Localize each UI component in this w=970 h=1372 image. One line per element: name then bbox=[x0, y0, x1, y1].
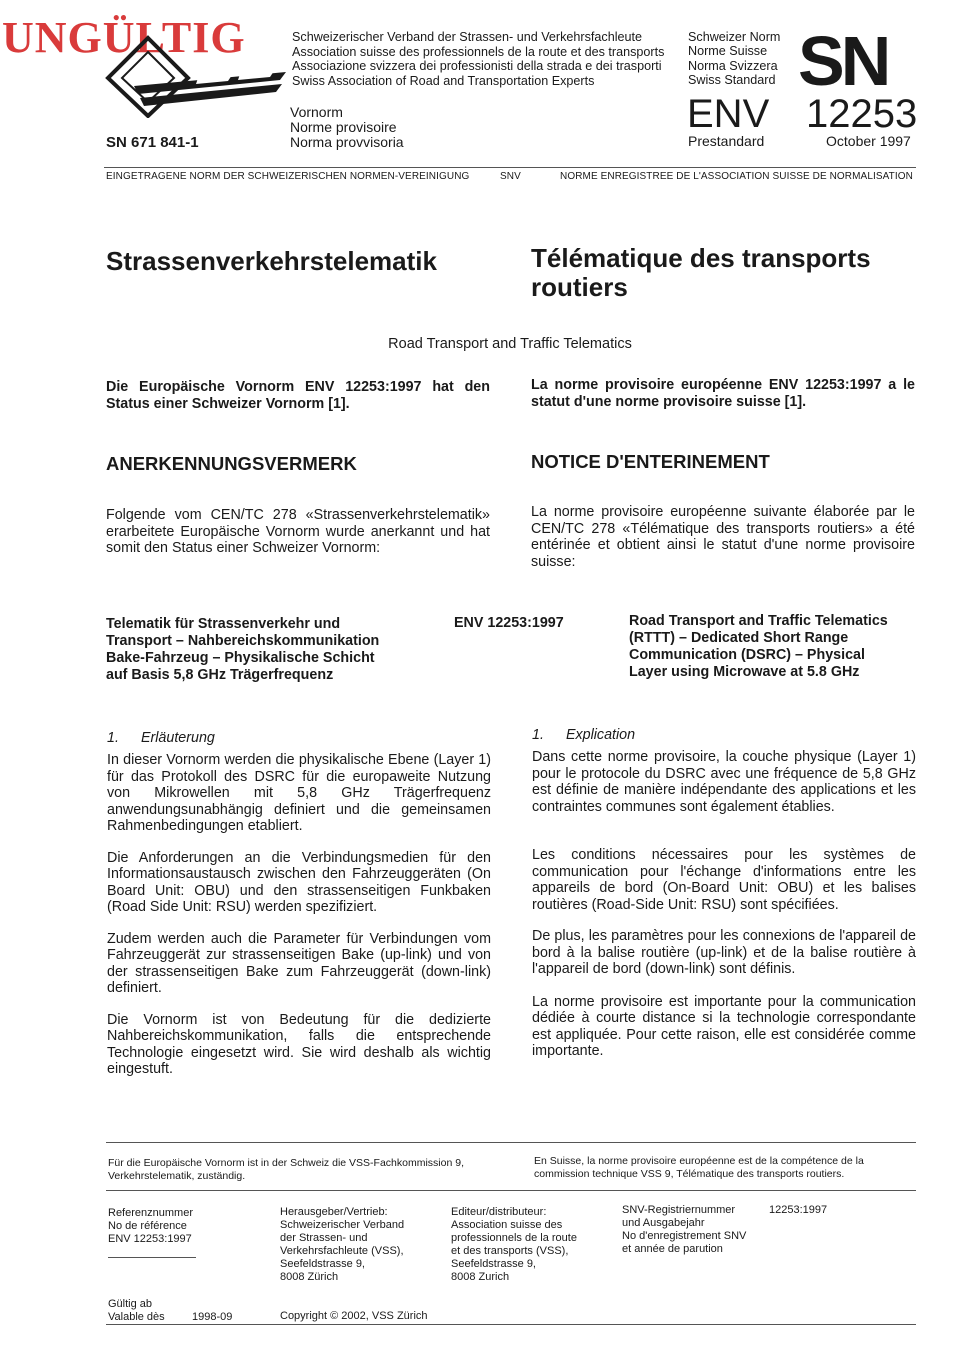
section-de-paragraph: Die Anforderungen an die Verbindungsmedien für den Informationsaustausch zwischen den Fahrzeuggeräten (On Board Unit: OBU) und den strassenseitigen Funkbaken (Road Side Unit: RSU) werden spezifiziert. bbox=[107, 849, 491, 915]
section-de-paragraph: Die Vornorm ist von Bedeutung für die dedizierte Nahbereichskommunikation, falls die entsprechende Technologie eingesetzt wird. Sie wird deshalb als wichtig eingestuft. bbox=[107, 1011, 491, 1077]
association-it: Associazione svizzera dei professionisti della strada e dei trasporti bbox=[292, 59, 662, 73]
norm-date: October 1997 bbox=[826, 133, 911, 149]
title-en: Road Transport and Traffic Telematics bbox=[388, 336, 632, 352]
section-de-heading: 1. Erläuterung bbox=[107, 730, 215, 746]
invalid-stamp: UNGÜLTIG bbox=[2, 13, 246, 62]
section-fr-paragraph: Dans cette norme provisoire, la couche physique (Layer 1) pour le protocole du DSRC avec une fréquence de 5,8 GHz est définie de manière indépendante des applications et les contraintes communes sont également établies. bbox=[532, 749, 916, 815]
footer-rule-mid bbox=[106, 1190, 916, 1191]
doc-title-de: Telematik für Strassenverkehr und Transport – Nahbereichskommunikation Bake-Fahrzeug – Physikalische Schicht auf Basis 5,8 GHz Trägerfrequenz bbox=[106, 616, 380, 683]
intro-fr: La norme provisoire européenne suivante élaborée par le CEN/TC 278 «Télématique des transports routiers» a été entérinée et obtient ainsi le statut d'une norme provisoire suisse: bbox=[531, 504, 915, 570]
section-fr bbox=[532, 727, 916, 1060]
status-text-de: Die Europäische Vornorm ENV 12253:1997 hat den Status einer Schweizer Vornorm [1]. bbox=[106, 379, 490, 412]
heading-fr: NOTICE D'ENTERINEMENT bbox=[531, 451, 770, 472]
section-fr-paragraph: De plus, les paramètres pour les connexions de l'appareil de bord à la balise routière (up-link) et de la balise routière à l'appareil de bord (down-link) sont définis. bbox=[532, 928, 916, 977]
footer-rule-bottom bbox=[106, 1324, 916, 1325]
doc-ref: ENV 12253:1997 bbox=[454, 615, 564, 631]
status-de: Vornorm bbox=[290, 104, 343, 120]
reference-number: Referenznummer No de référence ENV 12253:1997 bbox=[108, 1207, 193, 1245]
reference-rule bbox=[108, 1257, 196, 1258]
section-de-paragraph: In dieser Vornorm werden die physikalische Ebene (Layer 1) für das Protokoll des DSRC für die europaweite Nutzung von Mikrowellen mit 5,8 GHz Trägerfrequenz anwendungsunabhängig definiert und die gemeinsamen Rahmenbedingungen etabliert. bbox=[107, 752, 491, 834]
copyright: Copyright © 2002, VSS Zürich bbox=[280, 1310, 428, 1322]
association-fr: Association suisse des professionnels de la route et des transports bbox=[292, 44, 665, 59]
competence-fr: En Suisse, la norme provisoire européenne est de la compétence de la commission technique VSS 9, Télématique des transports routiers. bbox=[534, 1155, 864, 1180]
snv-registry: SNV-Registriernummer und Ausgabejahr No d'enregistrement SNV et année de parution bbox=[622, 1204, 747, 1255]
status-lines bbox=[290, 105, 404, 150]
association-en: Swiss Association of Road and Transportation Experts bbox=[292, 73, 595, 88]
status-it: Norma provvisoria bbox=[290, 134, 404, 150]
norm-number: 12253 bbox=[806, 92, 918, 136]
heading-de: ANERKENNUNGSVERMERK bbox=[106, 453, 357, 474]
vss-logo bbox=[104, 34, 286, 118]
valid-date: 1998-09 bbox=[192, 1311, 233, 1323]
registry-de: EINGETRAGENE NORM DER SCHWEIZERISCHEN NORMEN-VEREINIGUNG bbox=[106, 171, 470, 182]
valid-from: Gültig ab Valable dès bbox=[108, 1298, 165, 1323]
competence-de: Für die Europäische Vornorm ist in der Schweiz die VSS-Fachkommission 9, Verkehrstelematik, zuständig. bbox=[108, 1157, 464, 1182]
association-names bbox=[292, 30, 664, 88]
snv-value: 12253:1997 bbox=[769, 1204, 828, 1216]
sn-code: SN 671 841-1 bbox=[106, 134, 199, 151]
publisher-de: Herausgeber/Vertrieb: Schweizerischer Verband der Strassen- und Verkehrsfachleute (VSS), Seefeldstrasse 9, 8008 Zürich bbox=[280, 1206, 405, 1283]
section-fr-paragraph: Les conditions nécessaires pour les systèmes de communication pour l'échange d'informations entre les appareils de bord (On-Board Unit: OBU) et les balises routières (Road-Side Unit: RSU) sont spécifiées. bbox=[532, 847, 916, 913]
association-de: Schweizerischer Verband der Strassen- und Verkehrsfachleute bbox=[292, 30, 643, 44]
section-fr-heading: 1. Explication bbox=[532, 727, 636, 743]
doc-title-en: Road Transport and Traffic Telematics (RTTT) – Dedicated Short Range Communication (DSRC) – Physical Layer using Microwave at 5.8 GHz bbox=[629, 613, 888, 680]
header-rule bbox=[104, 167, 916, 168]
status-fr: Norme provisoire bbox=[290, 119, 397, 135]
prestandard-label: Prestandard bbox=[688, 133, 765, 149]
registry-fr: NORME ENREGISTREE DE L'ASSOCIATION SUISSE DE NORMALISATION bbox=[560, 171, 913, 182]
env-label: ENV bbox=[687, 92, 770, 136]
sn-logo: SN bbox=[798, 22, 888, 100]
publisher-fr: Editeur/distributeur: Association suisse des professionnels de la route et des transports (VSS), Seefeldstrasse 9, 8008 Zurich bbox=[451, 1206, 577, 1283]
intro-de: Folgende vom CEN/TC 278 «Strassenverkehrstelematik» erarbeitete Europäische Vornorm wurde anerkannt und hat somit den Status einer Schweizer Vornorm: bbox=[106, 507, 490, 556]
section-fr-paragraph: La norme provisoire est importante pour la communication dédiée à courte distance si la technologie correspondante est appliquée. Pour cette raison, elle est considérée comme importante. bbox=[532, 993, 916, 1059]
registry-snv: SNV bbox=[500, 171, 521, 182]
title-fr: Télématique des transports routiers bbox=[531, 243, 871, 302]
norm-type: Schweizer Norm Norme Suisse Norma Svizzera Swiss Standard bbox=[688, 30, 781, 87]
status-text-fr: La norme provisoire européenne ENV 12253:1997 a le statut d'une norme provisoire suisse [1]. bbox=[531, 377, 915, 410]
section-de bbox=[107, 730, 491, 1078]
title-de: Strassenverkehrstelematik bbox=[106, 246, 437, 276]
section-de-paragraph: Zudem werden auch die Parameter für Verbindungen vom Fahrzeuggerät zur strassenseitigen Bake (up-link) und von der strassenseitigen Bake zum Fahrzeuggerät (down-link) definiert. bbox=[107, 930, 491, 996]
footer-rule-top bbox=[106, 1142, 916, 1143]
